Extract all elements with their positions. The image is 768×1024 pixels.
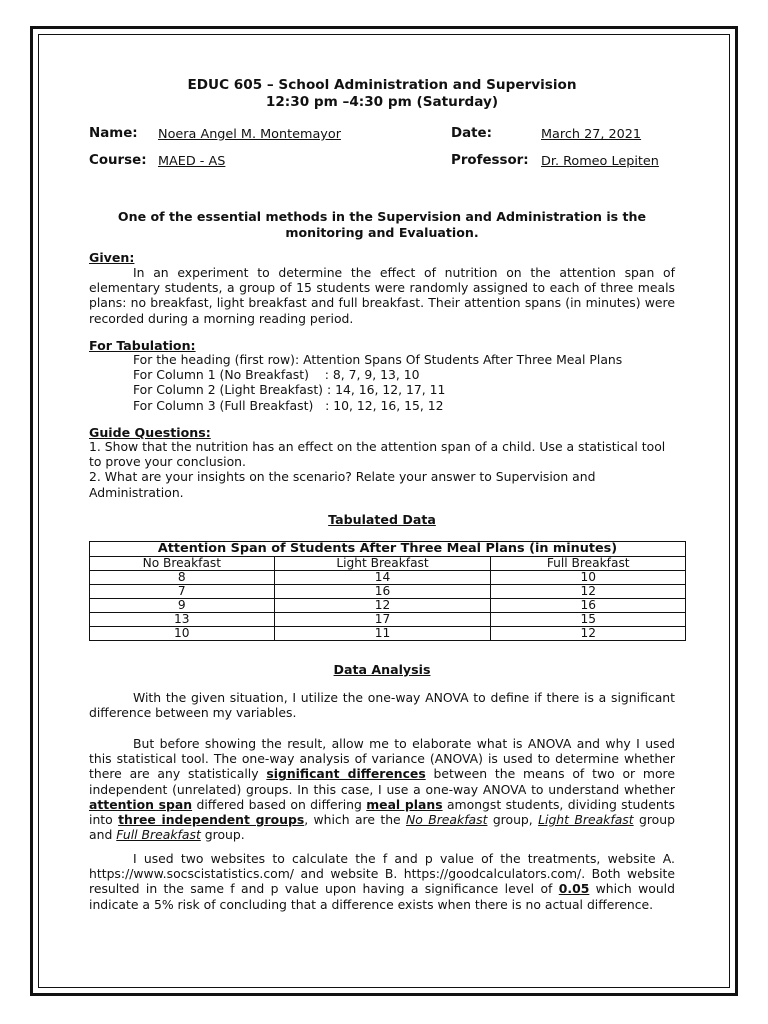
table-cell: 16 bbox=[274, 585, 491, 599]
tabulation-line: For Column 3 (Full Breakfast) : 10, 12, 16, 15, 12 bbox=[133, 397, 444, 413]
group-full-breakfast: Full Breakfast bbox=[116, 827, 201, 843]
significance-level: 0.05 bbox=[558, 881, 590, 897]
intro-line-1: One of the essential methods in the Supervision and Administration is the bbox=[117, 209, 647, 224]
group-no-breakfast: No Breakfast bbox=[406, 812, 488, 828]
tabulation-line: For Column 2 (Light Breakfast) : 14, 16, 12, 17, 11 bbox=[133, 382, 446, 398]
analysis-paragraph-1: With the given situation, I utilize the one-way ANOVA to define if there is a significant difference between my variables. bbox=[89, 690, 675, 721]
table-caption: Attention Span of Students After Three Meal Plans (in minutes) bbox=[90, 542, 686, 557]
emphasis-meal-plans: meal plans bbox=[366, 796, 443, 812]
column-header: Full Breakfast bbox=[491, 557, 686, 571]
tabulation-line: For Column 1 (No Breakfast) : 8, 7, 9, 13, 10 bbox=[133, 367, 420, 383]
table-cell: 14 bbox=[274, 571, 491, 585]
course-label: Course: bbox=[89, 153, 147, 168]
table-cell: 15 bbox=[491, 613, 686, 627]
tabulated-data-title: Tabulated Data bbox=[328, 512, 436, 527]
table-header-row bbox=[90, 557, 686, 571]
intro-line-2: monitoring and Evaluation. bbox=[285, 225, 479, 240]
guide-question-2: 2. What are your insights on the scenario? Relate your answer to Supervision and Administration. bbox=[89, 469, 596, 500]
table-cell: 12 bbox=[491, 627, 686, 641]
table-row bbox=[90, 599, 686, 613]
table-row bbox=[90, 585, 686, 599]
course-value: MAED - AS bbox=[158, 154, 226, 169]
schedule-line: 12:30 pm –4:30 pm (Saturday) bbox=[265, 94, 499, 110]
table-cell: 9 bbox=[90, 599, 275, 613]
given-heading: Given: bbox=[89, 250, 135, 265]
emphasis-significant-differences: significant differences bbox=[266, 766, 426, 782]
tabulation-heading: For Tabulation: bbox=[89, 338, 196, 353]
guide-question-1: 1. Show that the nutrition has an effect on the attention span of a child. Use a statistical tool to prove your conclusion. bbox=[89, 439, 666, 470]
given-paragraph: In an experiment to determine the effect of nutrition on the attention span of elementary students, a group of 15 students were randomly assigned to each of three meals plans: no breakfast, light breakfast and full breakfast. Their attention spans (in minutes) were recorded during a morning reading period. bbox=[89, 265, 675, 326]
table-cell: 13 bbox=[90, 613, 275, 627]
table-cell: 7 bbox=[90, 585, 275, 599]
table-cell: 17 bbox=[274, 613, 491, 627]
emphasis-three-groups: three independent groups bbox=[118, 812, 305, 828]
emphasis-attention-span: attention span bbox=[89, 796, 193, 812]
table-cell: 12 bbox=[491, 585, 686, 599]
table-row bbox=[90, 613, 686, 627]
table-cell: 12 bbox=[274, 599, 491, 613]
professor-value: Dr. Romeo Lepiten bbox=[541, 154, 659, 169]
data-analysis-title: Data Analysis bbox=[333, 662, 431, 677]
analysis-paragraph-3: I used two websites to calculate the f and p value of the treatments, website A. https://www.socscistatistics.com/ and website B. https://goodcalculators.com/. Both website resulted in the same f and p value upon having a significance level of 0.05 which would indicate a 5% risk of concluding that a difference exists when there is no actual difference. bbox=[89, 851, 675, 912]
name-value: Noera Angel M. Montemayor bbox=[158, 127, 341, 142]
group-light-breakfast: Light Breakfast bbox=[538, 812, 634, 828]
table-cell: 10 bbox=[491, 571, 686, 585]
column-header: Light Breakfast bbox=[274, 557, 491, 571]
table-cell: 16 bbox=[491, 599, 686, 613]
tabulation-line: For the heading (first row): Attention Spans Of Students After Three Meal Plans bbox=[133, 352, 623, 367]
course-title: EDUC 605 – School Administration and Supervision bbox=[187, 77, 577, 93]
analysis-paragraph-2: But before showing the result, allow me to elaborate what is ANOVA and why I used this statistical tool. The one-way analysis of variance (ANOVA) is used to determine whether there are any statistically significant differences between the means of two or more independent (unrelated) groups. In this case, I use a one-way ANOVA to understand whether attention span differed based on differing meal plans amongst students, dividing students into three independent groups, which are the No Breakfast group, Light Breakfast group and Full Breakfast group. bbox=[89, 736, 675, 843]
date-label: Date: bbox=[451, 126, 492, 141]
professor-label: Professor: bbox=[451, 153, 529, 168]
table-row bbox=[90, 627, 686, 641]
tabulation-list bbox=[89, 352, 675, 413]
attention-span-table bbox=[89, 541, 686, 641]
column-header: No Breakfast bbox=[90, 557, 275, 571]
name-label: Name: bbox=[89, 126, 138, 141]
guide-heading: Guide Questions: bbox=[89, 425, 211, 440]
table-cell: 8 bbox=[90, 571, 275, 585]
page-border-inner bbox=[38, 34, 730, 988]
table-cell: 11 bbox=[274, 627, 491, 641]
table-row bbox=[90, 571, 686, 585]
date-value: March 27, 2021 bbox=[541, 127, 642, 142]
table-cell: 10 bbox=[90, 627, 275, 641]
